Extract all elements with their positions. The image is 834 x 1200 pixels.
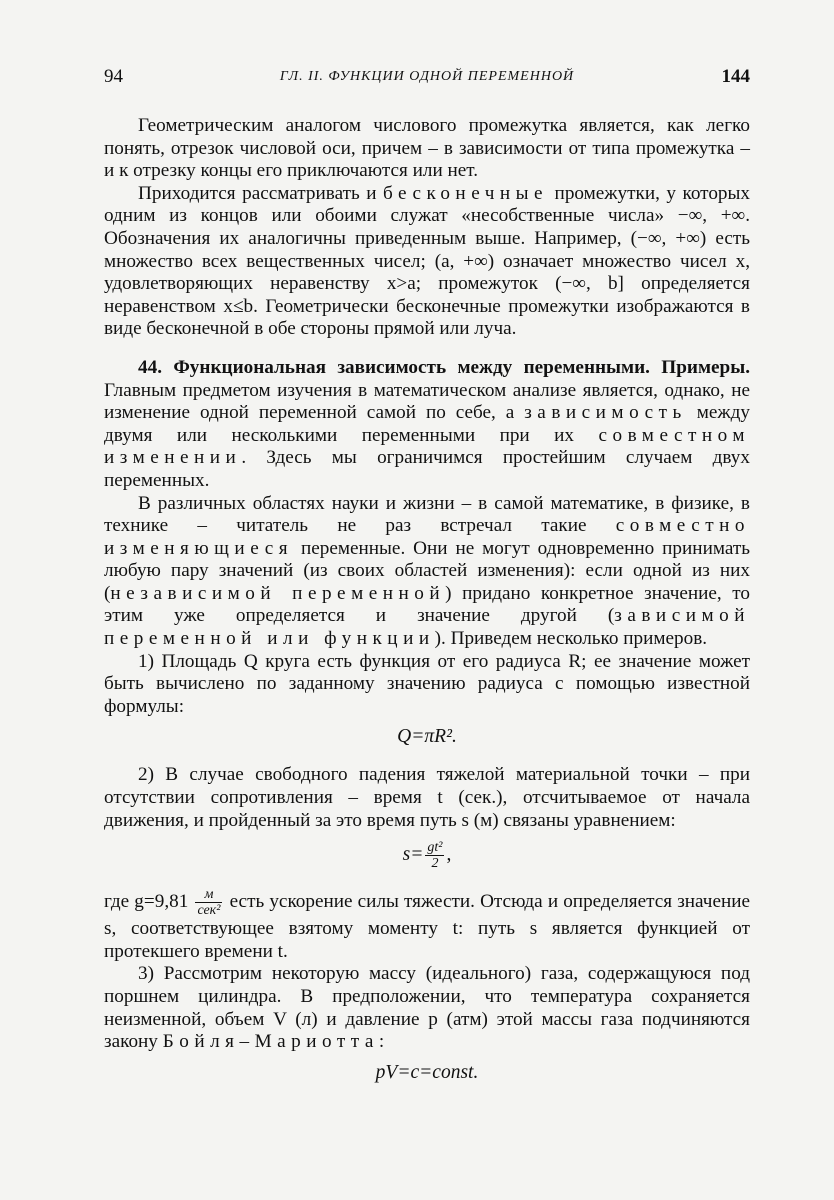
page-number: 94 bbox=[104, 66, 123, 87]
section-44-paragraph bbox=[104, 357, 750, 493]
spaced-emphasis: совместном изменении bbox=[104, 424, 750, 469]
fraction bbox=[425, 840, 444, 871]
page-body bbox=[104, 115, 750, 1100]
text-run: Приходится рассматривать и bbox=[138, 182, 383, 204]
paragraph-intervals: Геометрическим аналогом числового промежутка является, как легко понять, отрезок числовой оси, причем – в зависимости от типа промежутка – и к отрезку концы его приключаются или нет. bbox=[104, 115, 750, 182]
spaced-emphasis: зависимость bbox=[524, 402, 687, 424]
text-run: : bbox=[378, 1031, 385, 1053]
spaced-emphasis: совместно изменяющиеся bbox=[104, 515, 750, 559]
page-header bbox=[104, 66, 750, 94]
formula-boyle-mariotte: pV=c=const. bbox=[375, 1061, 479, 1083]
example-2: 2) В случае свободного падения тяжелой материальной точки – при отсутствии сопротивления – время t (сек.), отсчитываемое от начала движения, и пройденный за это время путь s (м) связаны уравнением: bbox=[104, 764, 750, 831]
fraction-numerator: gt² bbox=[427, 840, 443, 856]
text-run: ) придано конкретное значение, то этим уже определяется и значение другой ( bbox=[104, 582, 751, 627]
text-run: переменные. Они не могут одновременно принимать любую пару значений (из своих областей изменения): если одной из них ( bbox=[104, 537, 750, 604]
section-gap bbox=[104, 341, 750, 357]
example-3 bbox=[104, 963, 750, 1053]
text-run: Главным предметом изучения в математическом анализе является, однако, не изменение одной переменной самой по себе, а bbox=[104, 379, 750, 424]
text-run: ). Приведем несколько примеров. bbox=[434, 628, 708, 650]
fraction-denominator: 2 bbox=[431, 856, 439, 872]
example-1: 1) Площадь Q круга есть функция от его радиуса R; ее значение может быть вычислено по заданному значению радиуса с помощью известной формулы: bbox=[104, 650, 750, 717]
spaced-emphasis: зависимой переменной или функции bbox=[104, 605, 750, 650]
running-title: ГЛ. II. ФУНКЦИИ ОДНОЙ ПЕРЕМЕННОЙ bbox=[279, 69, 575, 84]
formula-free-fall bbox=[104, 840, 750, 871]
text-run: . Здесь мы ограничимся простейшим случаем двух переменных. bbox=[104, 447, 750, 491]
section-44-title: 44. Функциональная зависимость между переменными. Примеры. bbox=[138, 356, 750, 378]
text-run: промежутки, у которых одним из концов или обоими служат «несобственные числа» −∞, +∞. Обозначения их аналогичны приведенным выше. Например, (−∞, +∞) есть множество всех вещественных чисел; (a, +∞) означает множество чисел x, удовлетворяющих неравенству x>a; промежуток (−∞, b] определяется неравенством x≤b. Геометрически бесконечные промежутки изображаются в виде бесконечной в обе стороны прямой или луча. bbox=[104, 182, 750, 340]
formula-lhs: s= bbox=[402, 844, 424, 866]
gravity-paragraph bbox=[104, 887, 750, 963]
fraction-denominator: сек² bbox=[197, 903, 221, 919]
text-run: 3) Рассмотрим некоторую массу (идеального) газа, содержащуюся под поршнем цилиндра. В предположении, что температура сохраняется неизменной, объем V (л) и давление p (атм) этой массы газа подчиняются закону bbox=[104, 963, 750, 1053]
text-run: есть ускорение силы тяжести. Отсюда и определяется значение s, соответствующее взятому моменту t: путь s является функцией от протекшего времени t. bbox=[104, 891, 751, 962]
section-number: 144 bbox=[721, 66, 750, 87]
spaced-emphasis: независимой переменной bbox=[110, 582, 446, 604]
unit-fraction bbox=[195, 887, 222, 918]
fraction-numerator: м bbox=[195, 887, 222, 903]
text-run: между двумя или несколькими переменными при их bbox=[104, 402, 750, 446]
spaced-emphasis: бесконечные bbox=[382, 182, 549, 204]
formula-circle-area: Q=πR². bbox=[397, 726, 457, 748]
formula-tail: , bbox=[446, 844, 452, 866]
text-run: В различных областях науки и жизни – в самой математике, в физике, в технике – читатель не раз встречал такие bbox=[104, 492, 750, 537]
text-run: где g=9,81 bbox=[104, 891, 189, 913]
paragraph-infinite-intervals bbox=[104, 183, 750, 341]
paragraph-joint-variables bbox=[104, 493, 750, 651]
spaced-emphasis: Бойля–Мариотта bbox=[162, 1031, 379, 1053]
